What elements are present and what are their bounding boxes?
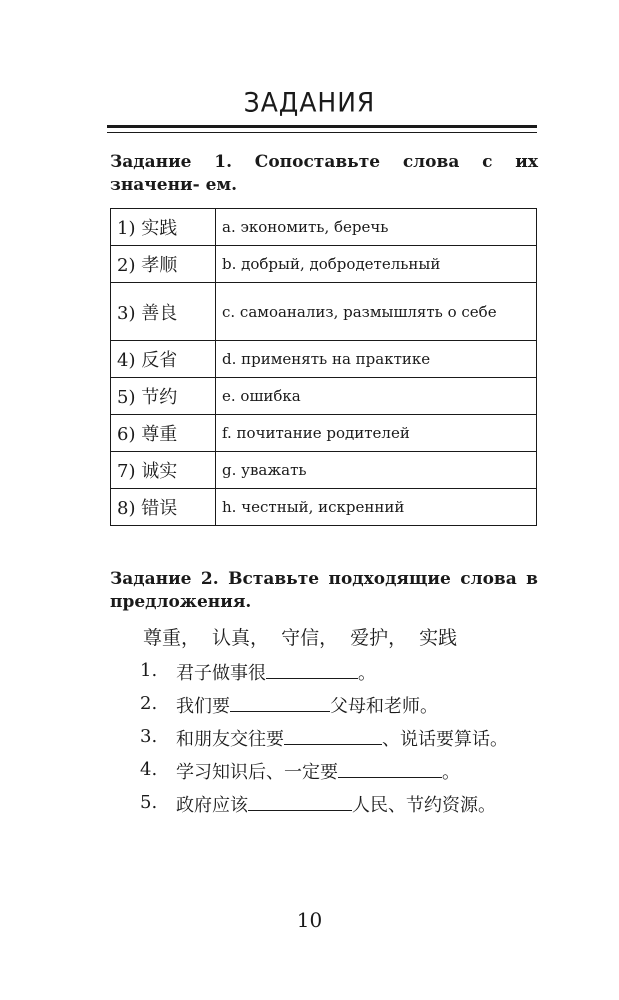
table-row: [111, 246, 537, 283]
item-number: 3.: [140, 726, 158, 747]
sentence-text: 学习知识后、一定要: [176, 762, 338, 783]
item-number: 1.: [140, 660, 158, 681]
word-cell: 2) 孝顺: [111, 246, 216, 283]
sentence-list: [140, 656, 540, 821]
item-number: 4.: [140, 759, 158, 780]
list-item: [140, 689, 540, 722]
answer-blank: [248, 788, 352, 811]
list-item: [140, 656, 540, 689]
answer-blank: [266, 656, 358, 679]
word-cell: 1) 实践: [111, 209, 216, 246]
sentence-text: 人民、节约资源。: [352, 795, 496, 816]
matching-table: [110, 208, 537, 526]
sentence-text: 政府应该: [176, 795, 248, 816]
list-item: [140, 755, 540, 788]
table-row: [111, 415, 537, 452]
answer-blank: [230, 689, 330, 712]
meaning-cell: b. добрый, добродетельный: [216, 246, 537, 283]
item-number: 2.: [140, 693, 158, 714]
meaning-cell: f. почитание родителей: [216, 415, 537, 452]
list-item: [140, 722, 540, 755]
table-row: [111, 283, 537, 341]
meaning-cell: g. уважать: [216, 452, 537, 489]
table-row: [111, 341, 537, 378]
answer-blank: [284, 722, 382, 745]
word-cell: 8) 错误: [111, 489, 216, 526]
meaning-cell: e. ошибка: [216, 378, 537, 415]
task2-heading: Задание 2. Вставьте подходящие слова в предложения.: [110, 569, 538, 612]
header-rule-thin: [107, 132, 537, 133]
page-number: 10: [296, 908, 323, 932]
word-bank: 尊重， 认真， 守信， 爱护， 实践: [143, 627, 458, 649]
sentence-text: 。: [442, 762, 460, 783]
sentence-text: 我们要: [176, 696, 230, 717]
sentence-text: 、说话要算话。: [382, 729, 508, 750]
section-title: ЗАДАНИЯ: [243, 87, 376, 118]
header-rule-thick: [107, 125, 537, 128]
table-row: [111, 209, 537, 246]
word-cell: 5) 节约: [111, 378, 216, 415]
item-number: 5.: [140, 792, 158, 813]
word-cell: 6) 尊重: [111, 415, 216, 452]
sentence-text: 。: [358, 663, 376, 684]
meaning-cell: a. экономить, беречь: [216, 209, 537, 246]
table-row: [111, 378, 537, 415]
task1-heading: Задание 1. Сопоставьте слова с их значени- ем.: [110, 152, 538, 195]
word-cell: 3) 善良: [111, 283, 216, 341]
word-cell: 7) 诚实: [111, 452, 216, 489]
sentence-text: 君子做事很: [176, 663, 266, 684]
list-item: [140, 788, 540, 821]
meaning-cell: d. применять на практике: [216, 341, 537, 378]
answer-blank: [338, 755, 442, 778]
meaning-cell: h. честный, искренний: [216, 489, 537, 526]
word-cell: 4) 反省: [111, 341, 216, 378]
sentence-text: 和朋友交往要: [176, 729, 284, 750]
meaning-cell: c. самоанализ, размышлять о себе: [216, 283, 537, 341]
sentence-text: 父母和老师。: [330, 696, 438, 717]
table-row: [111, 452, 537, 489]
table-row: [111, 489, 537, 526]
